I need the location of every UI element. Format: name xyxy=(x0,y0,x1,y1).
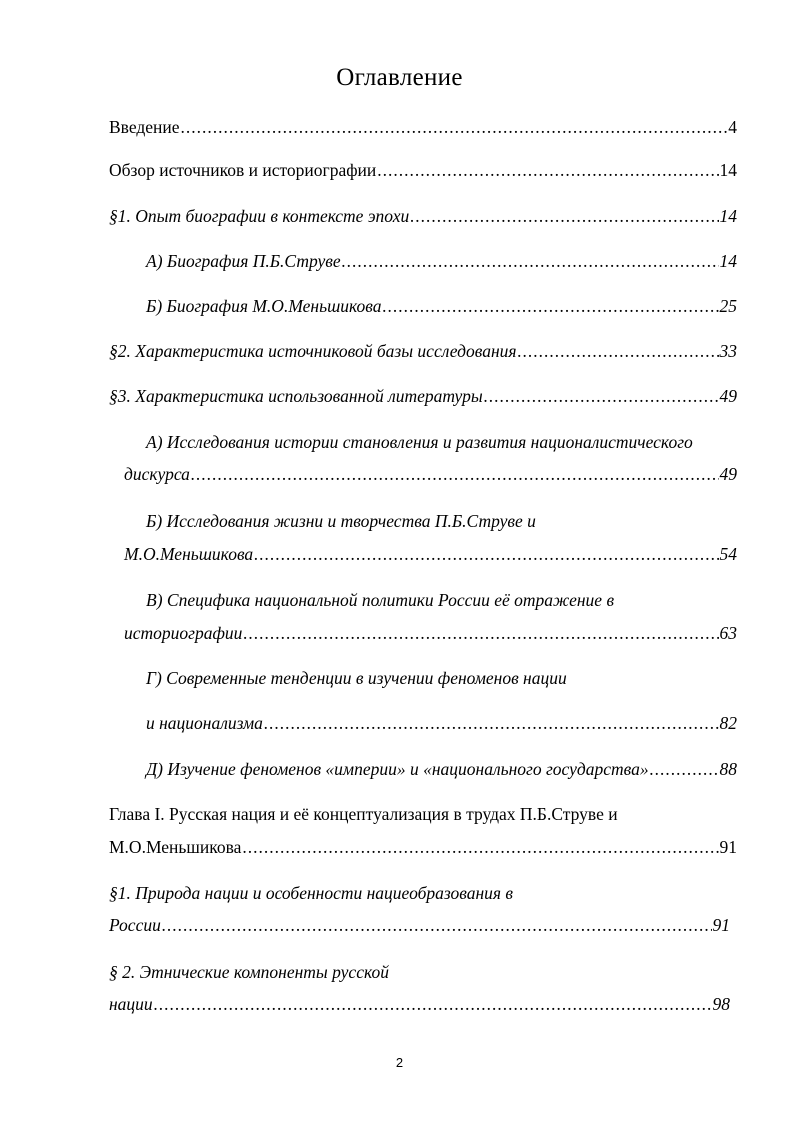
toc-entry-text: Б) Биография М.О.Меньшикова xyxy=(146,296,382,316)
toc-entry-section-2[interactable] xyxy=(109,340,737,362)
toc-entry-section-3[interactable] xyxy=(109,385,737,407)
toc-entry-ethnic-components[interactable] xyxy=(109,993,730,1015)
toc-entry-text-line1: §1. Природа нации и особенности нациеобразования в xyxy=(109,883,514,903)
toc-entry-nationalist-discourse[interactable] xyxy=(124,463,737,485)
toc-entry-page: 14 xyxy=(719,251,737,271)
toc-entry-text: дискурса xyxy=(124,464,190,484)
toc-entry-text: Обзор источников и историографии xyxy=(109,160,377,180)
toc-entry-text: Введение xyxy=(109,117,180,137)
toc-entry-page: 63 xyxy=(719,623,737,643)
toc-leader-dots xyxy=(383,295,719,317)
toc-leader-dots xyxy=(518,340,719,362)
toc-entry-text: и национализма xyxy=(146,713,263,733)
toc-entry-life-and-works[interactable] xyxy=(124,543,737,565)
toc-entry-page: 88 xyxy=(719,759,737,779)
toc-entry-introduction[interactable] xyxy=(109,116,737,138)
toc-entry-chapter-1[interactable] xyxy=(109,836,737,858)
toc-entry-text: §1. Опыт биографии в контексте эпохи xyxy=(109,206,410,226)
toc-entry-text-line1: В) Специфика национальной политики России её отражение в xyxy=(146,590,615,610)
toc-leader-dots xyxy=(162,914,712,936)
toc-entry-text-line1: Г) Современные тенденции в изучении феноменов нации xyxy=(146,668,567,688)
toc-entry-text: §3. Характеристика использованной литературы xyxy=(109,386,483,406)
toc-entry-text-line1: Б) Исследования жизни и творчества П.Б.Струве и xyxy=(146,511,536,531)
toc-leader-dots xyxy=(154,993,712,1015)
toc-entry-menshikov-biography[interactable] xyxy=(146,295,737,317)
toc-leader-dots xyxy=(264,712,719,734)
toc-entry-empire-phenomena[interactable] xyxy=(146,758,737,780)
toc-leader-dots xyxy=(191,463,719,485)
toc-entry-national-policy[interactable] xyxy=(124,622,737,644)
toc-entry-nation-nature[interactable] xyxy=(109,914,730,936)
toc-entry-page: 14 xyxy=(719,206,737,226)
toc-leader-dots xyxy=(181,116,728,138)
toc-leader-dots xyxy=(484,385,719,407)
toc-entry-page: 49 xyxy=(719,386,737,406)
toc-leader-dots xyxy=(650,758,719,780)
toc-entry-page: 14 xyxy=(719,160,737,180)
toc-entry-page: 98 xyxy=(712,994,730,1014)
toc-leader-dots xyxy=(410,205,718,227)
toc-entry-sources-review[interactable] xyxy=(109,159,737,181)
toc-entry-text: §2. Характеристика источниковой базы исследования xyxy=(109,341,517,361)
toc-leader-dots xyxy=(342,250,719,272)
page-number: 2 xyxy=(395,1055,404,1070)
toc-entry-section-1[interactable] xyxy=(109,205,737,227)
toc-entry-page: 91 xyxy=(712,915,730,935)
toc-entry-text-line1: А) Исследования истории становления и развития националистического xyxy=(146,432,693,452)
toc-entry-text: Д) Изучение феноменов «империи» и «национального государства» xyxy=(146,759,649,779)
toc-leader-dots xyxy=(242,836,718,858)
toc-entry-page: 25 xyxy=(719,296,737,316)
toc-leader-dots xyxy=(254,543,718,565)
toc-entry-text-line1: Глава I. Русская нация и её концептуализация в трудах П.Б.Струве и xyxy=(109,804,618,824)
toc-entry-text: историографии xyxy=(124,623,243,643)
toc-entry-page: 54 xyxy=(719,544,737,564)
toc-entry-text-line1: § 2. Этнические компоненты русской xyxy=(109,962,389,982)
toc-entry-page: 91 xyxy=(719,837,737,857)
toc-leader-dots xyxy=(377,159,718,181)
toc-entry-page: 33 xyxy=(719,341,737,361)
toc-entry-page: 82 xyxy=(719,713,737,733)
toc-entry-page: 49 xyxy=(719,464,737,484)
toc-title: Оглавление xyxy=(336,64,463,91)
toc-entry-text: России xyxy=(109,915,161,935)
toc-entry-page: 4 xyxy=(728,117,737,137)
toc-entry-text: М.О.Меньшикова xyxy=(109,837,242,857)
toc-entry-modern-trends[interactable] xyxy=(146,712,737,734)
toc-entry-struve-biography[interactable] xyxy=(146,250,737,272)
toc-entry-text: А) Биография П.Б.Струве xyxy=(146,251,341,271)
toc-entry-text: нации xyxy=(109,994,153,1014)
toc-leader-dots xyxy=(243,622,718,644)
toc-entry-text: М.О.Меньшикова xyxy=(124,544,254,564)
